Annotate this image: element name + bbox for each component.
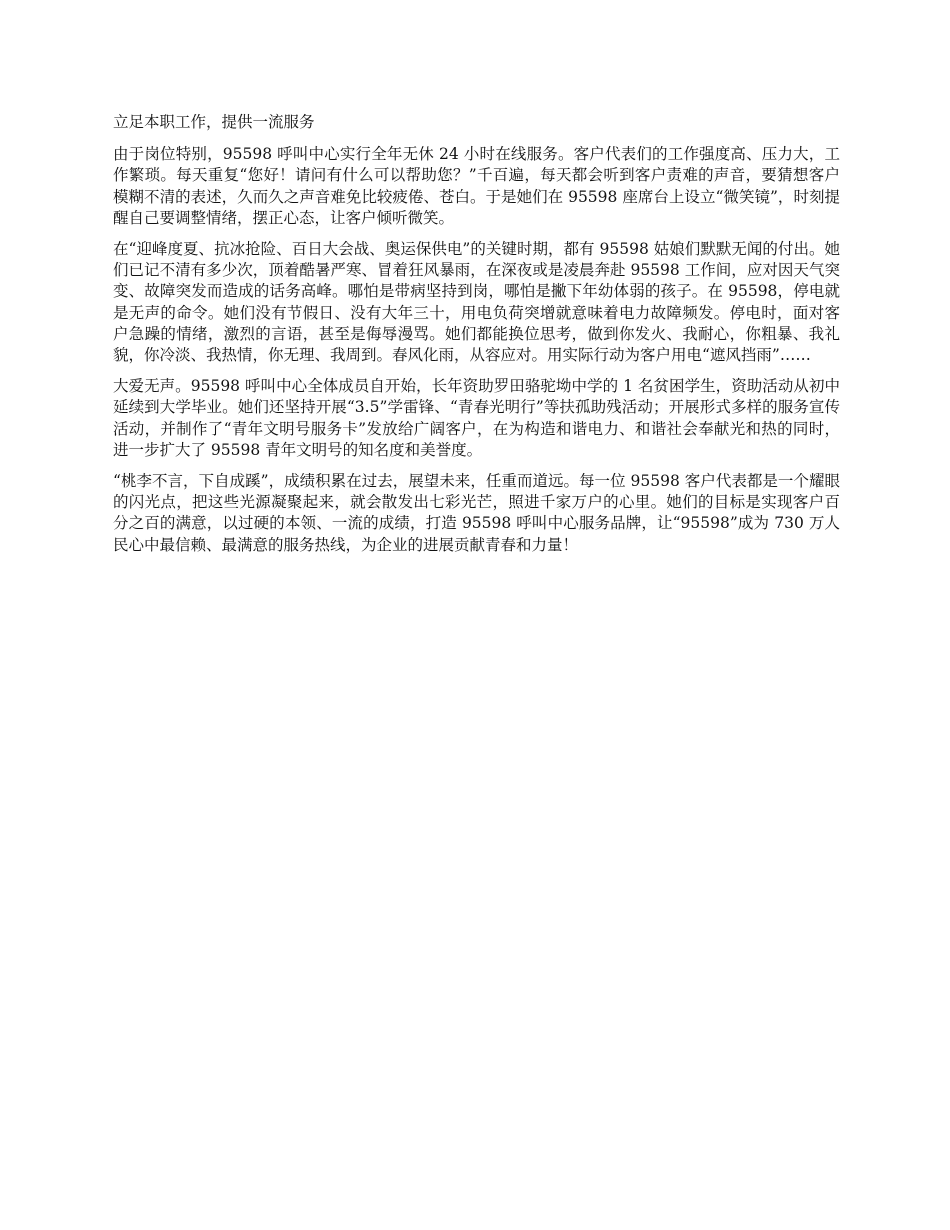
paragraph-3: 大爱无声。95598 呼叫中心全体成员自开始，长年资助罗田骆驼坳中学的 1 名贫困学生，资助活动从初中延续到大学毕业。她们还坚持开展“3.5”学雷锋、“青春光明行”等扶孤助残活动；开展形式多样的服务宣传活动，并制作了“青年文明号服务卡”发放给广阔客户，在为构造和谐电力、和谐社会奉献光和热的同时，进一步扩大了 95598 青年文明号的知名度和美誉度。 bbox=[113, 377, 840, 459]
paragraph-1: 由于岗位特别，95598 呼叫中心实行全年无休 24 小时在线服务。客户代表们的工作强度高、压力大，工作繁琐。每天重复“您好！请问有什么可以帮助您？”千百遍，每天都会听到客户责难的声音，要猜想客户模糊不清的表述，久而久之声音难免比较疲倦、苍白。于是她们在 95598 座席台上设立“微笑镜”，时刻提醒自己要调整情绪，摆正心态，让客户倾听微笑。 bbox=[113, 145, 840, 227]
paragraph-4: “桃李不言，下自成蹊”，成绩积累在过去，展望未来，任重而道远。每一位 95598 客户代表都是一个耀眼的闪光点，把这些光源凝聚起来，就会散发出七彩光芒，照进千家万户的心里。她们的目标是实现客户百分之百的满意，以过硬的本领、一流的成绩，打造 95598 呼叫中心服务品牌，让“95598”成为 730 万人民心中最信赖、最满意的服务热线，为企业的进展贡献青春和力量！ bbox=[113, 472, 840, 554]
section-heading: 立足本职工作，提供一流服务 bbox=[113, 113, 315, 131]
document-page bbox=[113, 112, 840, 566]
paragraph-2: 在“迎峰度夏、抗冰抢险、百日大会战、奥运保供电”的关键时期，都有 95598 姑娘们默默无闻的付出。她们已记不清有多少次，顶着酷暑严寒、冒着狂风暴雨，在深夜或是凌晨奔赴 95598 工作间，应对因天气突变、故障突发而造成的话务高峰。哪怕是带病坚持到岗，哪怕是撇下年幼体弱的孩子。在 95598，停电就是无声的命令。她们没有节假日、没有大年三十，用电负荷突增就意味着电力故障频发。停电时，面对客户急躁的情绪，激烈的言语，甚至是侮辱漫骂。她们都能换位思考，做到你发火、我耐心，你粗暴、我礼貌，你冷淡、我热情，你无理、我周到。春风化雨，从容应对。用实际行动为客户用电“遮风挡雨”…… bbox=[113, 240, 840, 365]
